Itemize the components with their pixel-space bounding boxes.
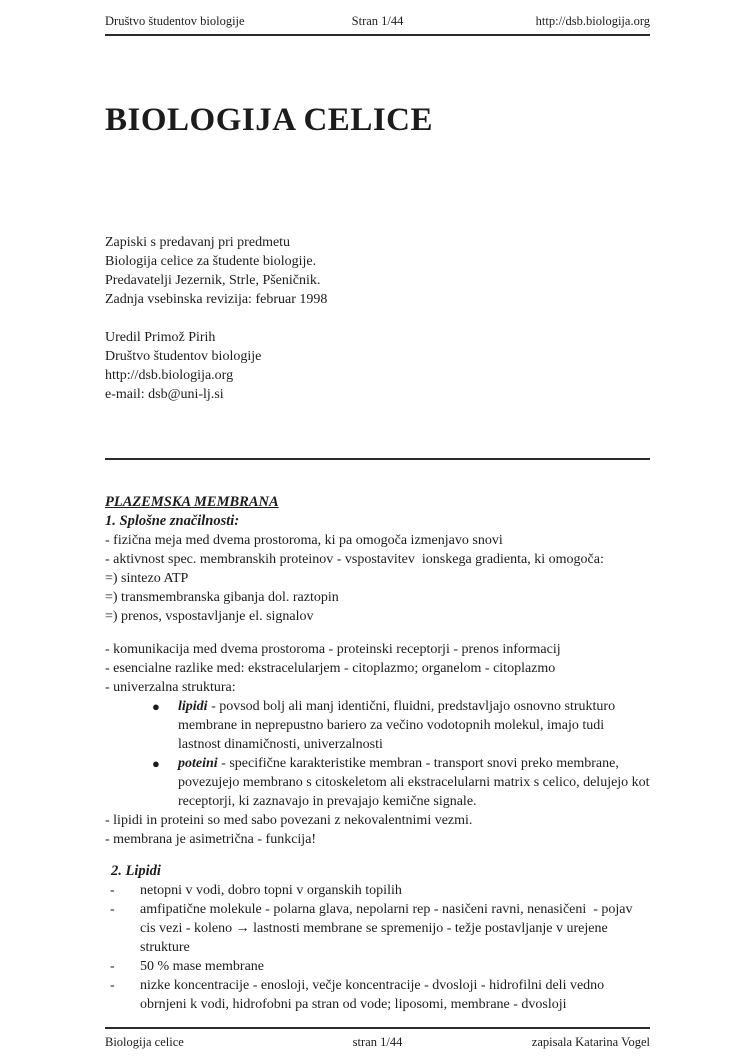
page-header: [105, 0, 650, 36]
body-line: - membrana je asimetrična - funkcija!: [105, 832, 317, 847]
bullet-icon: ●: [152, 756, 160, 771]
email-line: e-mail: dsb@uni-lj.si: [105, 387, 224, 402]
dash-icon: -: [110, 978, 115, 993]
body-line: - lipidi in proteini so med sabo povezani z nekovalentnimi vezmi.: [105, 813, 473, 828]
bullet-term: poteini: [178, 756, 218, 771]
section-divider: [105, 458, 650, 460]
header-page-number: Stran 1/44: [351, 14, 404, 28]
dash-text: 50 % mase membrane: [140, 959, 265, 974]
section-heading: PLAZEMSKA MEMBRANA: [105, 494, 279, 510]
footer-document-name: Biologija celice: [105, 1035, 184, 1049]
dash-icon: -: [110, 883, 115, 898]
bullet-description: - specifične karakteristike membran - transport snovi preko membrane, povezujejo membrano s citoskeletom ali ekstracelularni matrix s celico, delujejo kot receptorji, ki zaznavajo in prevajajo kemične signale.: [178, 756, 654, 809]
intro-line: Zadnja vsebinska revizija: februar 1998: [105, 292, 328, 307]
bullet-text: [178, 697, 650, 754]
intro-line: Predavatelji Jezernik, Strle, Pšeničnik.: [105, 273, 321, 288]
bullet-term: lipidi: [178, 699, 208, 714]
body-line: - esencialne razlike med: ekstracelularjem - citoplazmo; organelom - citoplazmo: [105, 661, 556, 676]
subsection-heading-1: 1. Splošne značilnosti:: [105, 513, 240, 529]
document-title: BIOLOGIJA CELICE: [105, 102, 434, 138]
footer-page-number: stran 1/44: [352, 1035, 403, 1049]
footer-author-credit: zapisala Katarina Vogel: [531, 1035, 651, 1049]
dash-item: [105, 957, 650, 976]
bullet-text: [178, 754, 654, 811]
body-line: =) transmembranska gibanja dol. raztopin: [105, 590, 339, 605]
body-line: - fizična meja med dvema prostoroma, ki pa omogoča izmenjavo snovi: [105, 533, 503, 548]
body-line: =) sintezo ATP: [105, 571, 189, 586]
structure-bullet-list: [105, 697, 654, 811]
intro-paragraph-2: [105, 328, 650, 404]
header-site-url: http://dsb.biologija.org: [535, 14, 651, 28]
bullet-description: - povsod bolj ali manj identični, fluidni, predstavljajo osnovno strukturo membrane in neprepustno bariero za večino vodotopnih molekul, imajo tudi lastnost dinamičnosti, univerzalnosti: [178, 699, 619, 752]
society-line: Društvo študentov biologije: [105, 349, 262, 364]
body-line: - komunikacija med dvema prostoroma - proteinski receptorji - prenos informacij: [105, 642, 561, 657]
characteristics-block: [105, 531, 650, 626]
bullet-item: [105, 697, 650, 754]
url-line: http://dsb.biologija.org: [105, 368, 234, 383]
page-footer: [105, 1027, 650, 1050]
bullet-item: [105, 754, 654, 811]
dash-text: amfipatične molekule - polarna glava, nepolarni rep - nasičeni ravni, nenasičeni - pojav cis vezi - koleno → lastnosti membrane se spremenijo - težje postavljanje v urejene strukture: [140, 902, 637, 955]
body-line: - aktivnost spec. membranskih proteinov - vspostavitev ionskega gradienta, ki omogoča:: [105, 552, 604, 567]
intro-paragraph-1: [105, 233, 650, 309]
structure-block: [105, 640, 650, 697]
dash-icon: -: [110, 902, 115, 917]
subsection-heading-2: 2. Lipidi: [111, 863, 161, 879]
dash-item: [105, 881, 650, 900]
dash-text: netopni v vodi, dobro topni v organskih topilih: [140, 883, 402, 898]
body-line: - univerzalna struktura:: [105, 680, 236, 695]
dash-text: nizke koncentracije - enosloji, večje koncentracije - dvosloji - hidrofilni deli vedno obrnjeni k vodi, hidrofobni pa stran od vode; liposomi, membrane - dvosloji: [140, 978, 608, 1012]
intro-line: Biologija celice za študente biologije.: [105, 254, 317, 269]
summary-block: [105, 811, 650, 849]
dash-item: [105, 976, 650, 1014]
dash-icon: -: [110, 959, 115, 974]
dash-item: [105, 900, 650, 957]
bullet-icon: ●: [152, 699, 160, 714]
intro-line: Zapiski s predavanj pri predmetu: [105, 235, 291, 250]
lipids-dash-list: [105, 881, 650, 1014]
editor-line: Uredil Primož Pirih: [105, 330, 216, 345]
page-content: [0, 100, 750, 1014]
header-society-name: Društvo študentov biologije: [105, 14, 245, 28]
body-line: =) prenos, vspostavljanje el. signalov: [105, 609, 314, 624]
